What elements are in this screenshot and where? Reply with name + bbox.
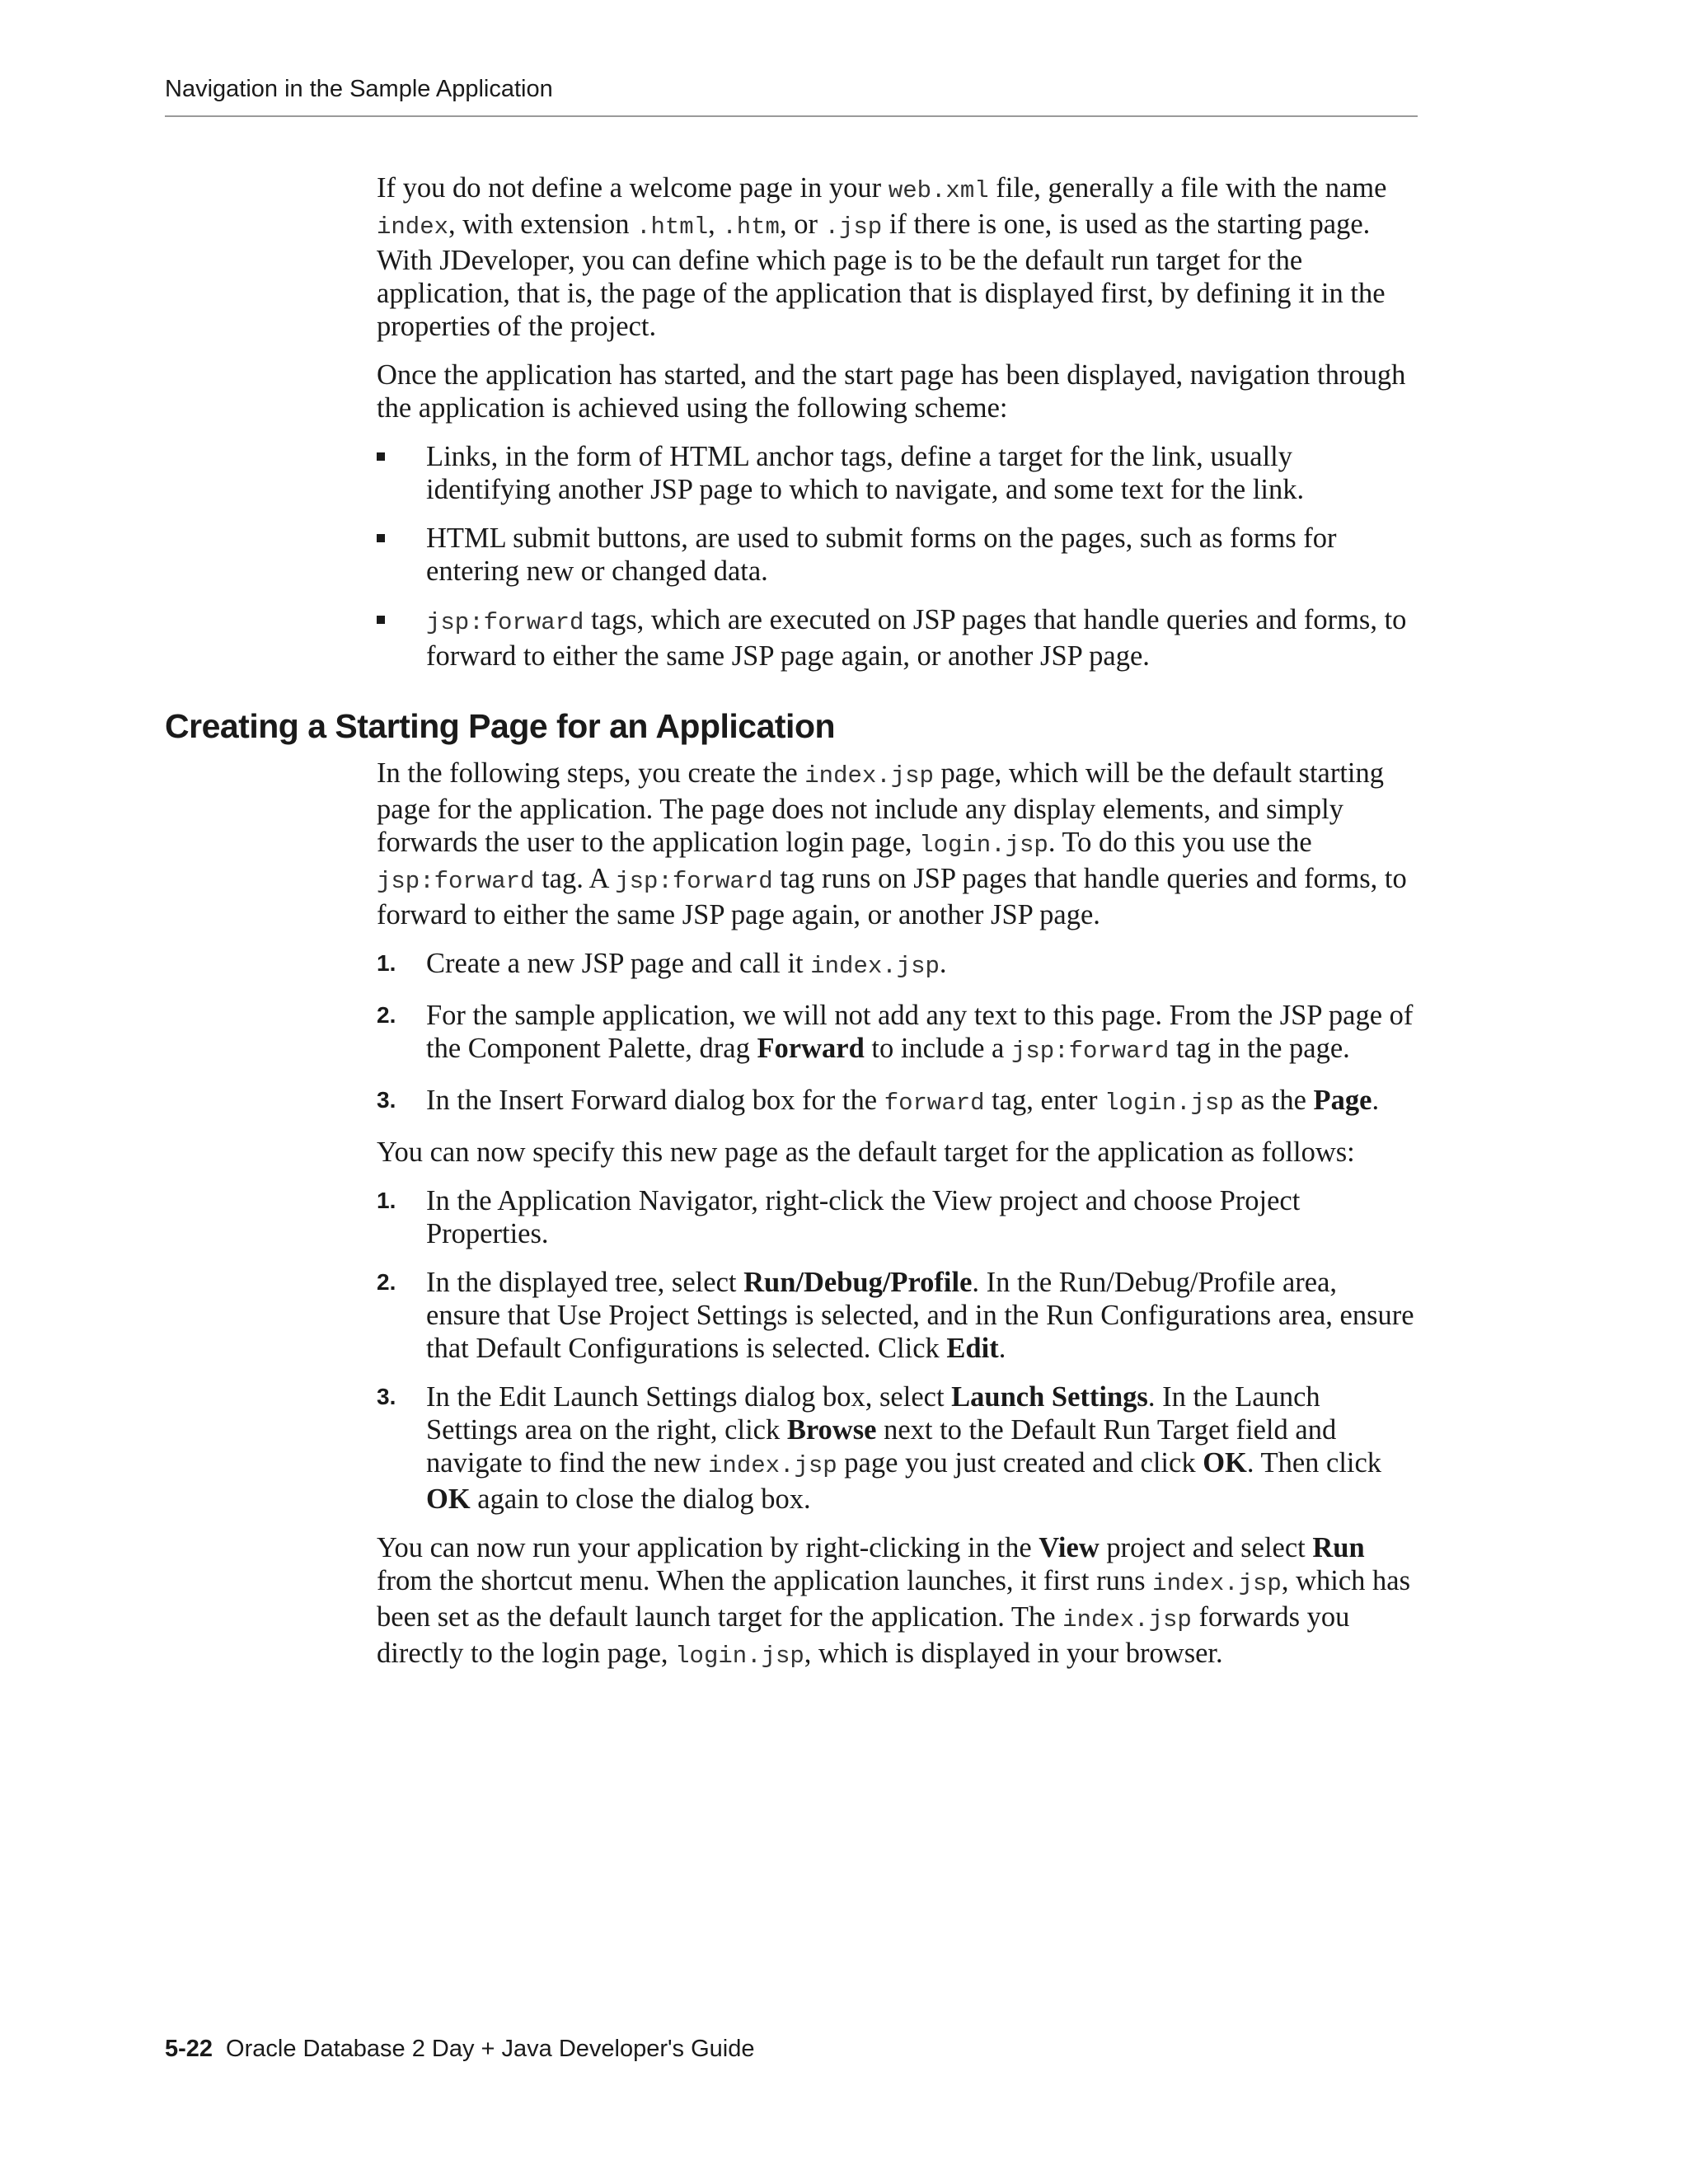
- text: Create a new JSP page and call it: [426, 948, 811, 979]
- text: In the Insert Forward dialog box for the: [426, 1085, 884, 1116]
- list-item: [377, 1266, 1418, 1365]
- text: from the shortcut menu. When the application launches, it first runs: [377, 1565, 1153, 1596]
- code-index-jsp: index.jsp: [1152, 1570, 1282, 1597]
- text: In the Edit Launch Settings dialog box, select: [426, 1381, 952, 1413]
- step-number: 2.: [377, 1002, 396, 1028]
- code-jsp-forward: jsp:forward: [377, 868, 535, 895]
- create-page-steps: [377, 947, 1418, 1120]
- text: , which is displayed in your browser.: [804, 1638, 1223, 1669]
- code-index: index: [377, 213, 449, 241]
- text: next to the Default Run Target field and navigate to find the new: [426, 1414, 1337, 1479]
- text: tag, enter: [984, 1085, 1105, 1116]
- text: ,: [708, 209, 723, 240]
- ui-term-view: View: [1039, 1532, 1100, 1563]
- text: , with extension: [448, 209, 637, 240]
- text: page, which will be the default starting page for the application. The page does not include any display elements, and simply forwards the user to the application login page,: [377, 757, 1385, 858]
- list-item: [377, 1184, 1418, 1250]
- text: For the sample application, we will not add any text to this page. From the JSP page of the Component Palette, drag: [426, 1000, 1414, 1064]
- step-number: 1.: [377, 1188, 396, 1213]
- text: You can now run your application by right-clicking in the: [377, 1532, 1039, 1563]
- code-forward: forward: [884, 1090, 985, 1117]
- text: if there is one, is used as the starting page. With JDeveloper, you can define which page is to be the default run target for the application, that is, the page of the application that is displayed first, by defining it in the properties of the project.: [377, 209, 1386, 342]
- text: .: [998, 1333, 1006, 1364]
- ui-term-browse: Browse: [786, 1414, 877, 1446]
- ui-term-ok: OK: [426, 1483, 471, 1515]
- bullet-square-icon: [377, 616, 385, 624]
- list-item: [377, 1084, 1418, 1120]
- list-item: [377, 522, 1418, 588]
- section-paragraph-2: You can now specify this new page as the default target for the application as follows:: [377, 1137, 1355, 1168]
- code-index-jsp: index.jsp: [708, 1452, 837, 1479]
- bullet-square-icon: [377, 534, 385, 542]
- ui-term-run-debug-profile: Run/Debug/Profile: [743, 1267, 973, 1298]
- code-htm: .htm: [722, 213, 780, 241]
- section-heading: Creating a Starting Page for an Application: [165, 707, 836, 745]
- code-login-jsp: login.jsp: [675, 1643, 804, 1670]
- code-login-jsp: login.jsp: [1104, 1090, 1234, 1117]
- text: tag runs on JSP pages that handle queries and forms, to forward to either the same JSP page again, or another JSP page.: [377, 863, 1407, 930]
- ui-term-page: Page: [1313, 1085, 1372, 1116]
- text: In the Application Navigator, right-click the View project and choose Project Properties.: [426, 1185, 1301, 1249]
- text: tag. A: [534, 863, 616, 894]
- step-number: 3.: [377, 1087, 396, 1113]
- list-item: [377, 1380, 1418, 1516]
- text: .: [1372, 1085, 1380, 1116]
- book-title: Oracle Database 2 Day + Java Developer's Guide: [226, 2036, 755, 2062]
- list-item: [377, 603, 1418, 673]
- ui-term-ok: OK: [1203, 1447, 1247, 1479]
- text: . In the Launch Settings area on the right, click: [426, 1381, 1320, 1446]
- step-number: 1.: [377, 950, 396, 976]
- default-target-steps: [377, 1184, 1418, 1516]
- section-content: [377, 757, 1418, 1689]
- text: project and select: [1099, 1532, 1313, 1563]
- code-login-jsp: login.jsp: [919, 832, 1048, 859]
- page-number: 5-22: [165, 2036, 213, 2062]
- code-jsp: .jsp: [824, 213, 883, 241]
- text: In the following steps, you create the: [377, 757, 805, 789]
- ui-term-edit: Edit: [946, 1333, 999, 1364]
- text: again to close the dialog box.: [470, 1483, 811, 1515]
- list-item: [377, 440, 1418, 506]
- text: In the displayed tree, select: [426, 1267, 744, 1298]
- code-html: .html: [636, 213, 709, 241]
- step-number: 3.: [377, 1384, 396, 1409]
- text: file, generally a file with the name: [988, 172, 1387, 204]
- code-index-jsp: index.jsp: [804, 762, 934, 790]
- code-jsp-forward: jsp:forward: [1010, 1038, 1170, 1065]
- page-footer: [165, 2034, 755, 2064]
- bullet-square-icon: [377, 452, 385, 461]
- code-jsp-forward: jsp:forward: [615, 868, 773, 895]
- text: to include a: [864, 1033, 1011, 1064]
- text: . To do this you use the: [1048, 827, 1312, 858]
- ui-term-forward: Forward: [757, 1033, 865, 1064]
- code-index-jsp: index.jsp: [810, 953, 940, 980]
- text: If you do not define a welcome page in your: [377, 172, 889, 204]
- intro-paragraph-1: [377, 171, 1418, 343]
- list-item: [377, 999, 1418, 1068]
- ui-term-launch-settings: Launch Settings: [951, 1381, 1148, 1413]
- text: forwards you directly to the login page,: [377, 1601, 1350, 1669]
- intro-paragraph-2: Once the application has started, and the start page has been displayed, navigation through the application is achieved using the following scheme:: [377, 359, 1406, 424]
- text: Links, in the form of HTML anchor tags, define a target for the link, usually identifying another JSP page to which to navigate, and some text for the link.: [426, 441, 1305, 505]
- code-web-xml: web.xml: [888, 177, 989, 204]
- code-index-jsp: index.jsp: [1062, 1606, 1192, 1633]
- running-header: Navigation in the Sample Application: [165, 76, 553, 102]
- text: HTML submit buttons, are used to submit forms on the pages, such as forms for entering new or changed data.: [426, 523, 1337, 587]
- ui-term-run: Run: [1312, 1532, 1365, 1563]
- text: . Then click: [1246, 1447, 1382, 1479]
- header-rule: [165, 115, 1418, 117]
- text: . In the Run/Debug/Profile area, ensure that Use Project Settings is selected, and in the Run Configurations area, ensure that Default Configurations is selected. Click: [426, 1267, 1414, 1364]
- section-paragraph-1: [377, 757, 1418, 931]
- text: as the: [1233, 1085, 1314, 1116]
- code-jsp-forward: jsp:forward: [426, 609, 584, 636]
- text: , or: [779, 209, 825, 240]
- intro-content: [377, 171, 1418, 688]
- text: page you just created and click: [837, 1447, 1203, 1479]
- text: tags, which are executed on JSP pages that handle queries and forms, to forward to either the same JSP page again, or another JSP page.: [426, 604, 1407, 672]
- text: .: [939, 948, 947, 979]
- navigation-scheme-list: [377, 440, 1418, 673]
- list-item: [377, 947, 1418, 983]
- text: , which has been set as the default launch target for the application. The: [377, 1565, 1410, 1633]
- section-paragraph-3: [377, 1531, 1418, 1673]
- text: tag in the page.: [1169, 1033, 1350, 1064]
- step-number: 2.: [377, 1269, 396, 1295]
